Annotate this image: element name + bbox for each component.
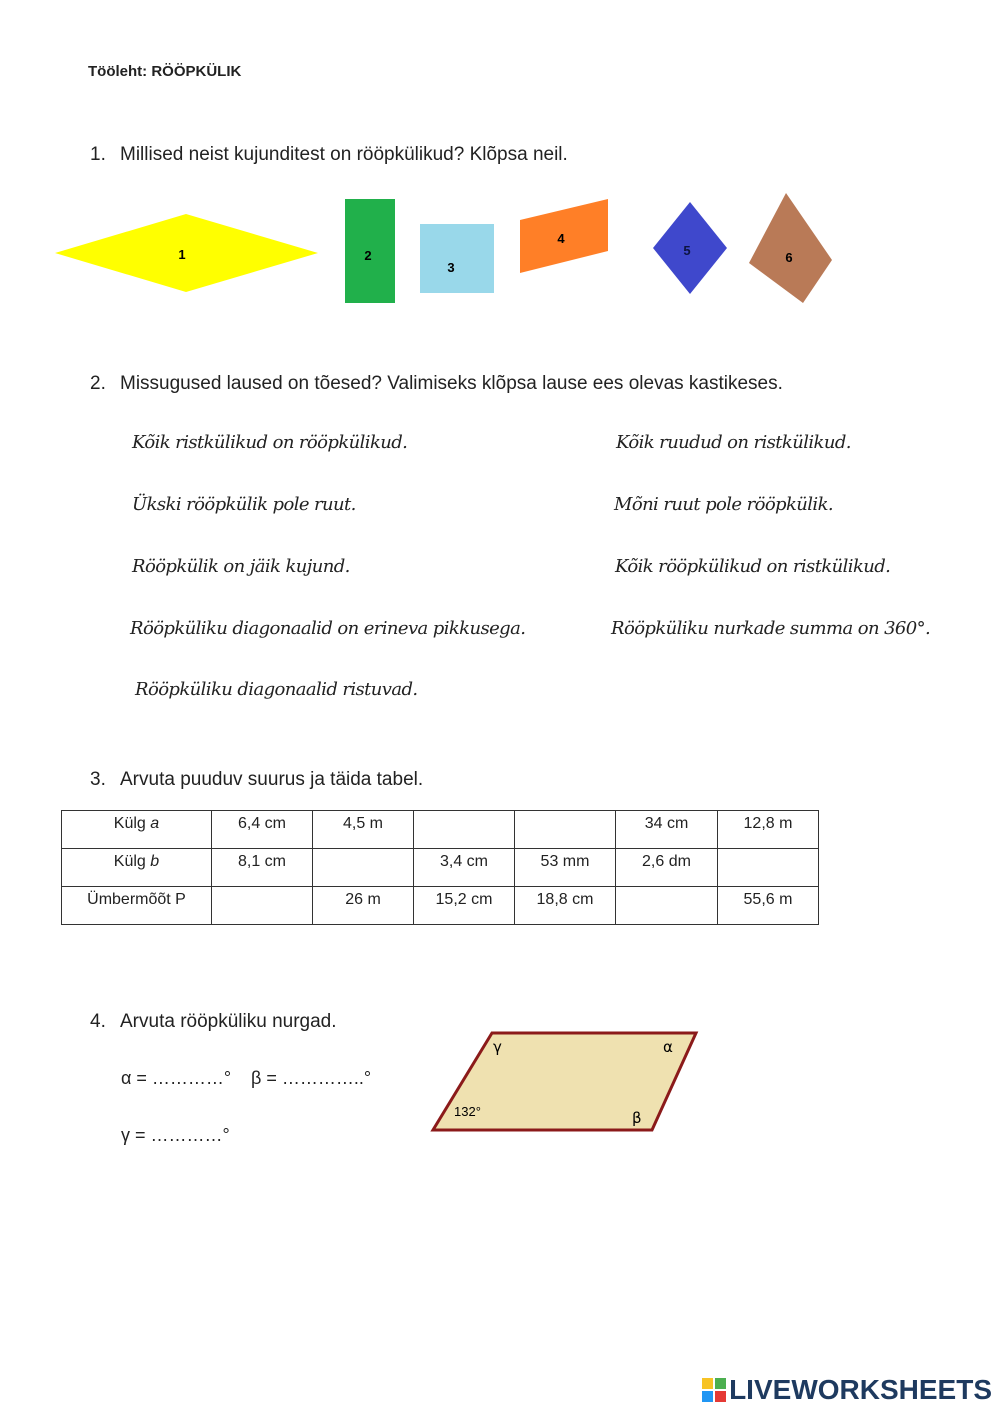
row-header: Külg a [62,811,212,849]
question-text: Arvuta puuduv suurus ja täida tabel. [120,769,424,790]
table-cell: 55,6 m [718,887,819,925]
shape-3-button[interactable] [420,224,494,293]
shape-label: 2 [364,248,372,263]
question-number: 4. [90,1011,106,1032]
question-number: 1. [90,144,106,165]
shape-4-button[interactable] [520,199,608,273]
beta-label: β [632,1109,642,1127]
answer-input[interactable] [414,811,515,849]
table-cell: 2,6 dm [616,849,718,887]
shape-label: 3 [447,260,455,275]
shapes-panel [0,185,1000,315]
answer-input[interactable] [313,849,414,887]
row-header: Külg b [62,849,212,887]
statement-checkbox-9[interactable]: Rööpküliku diagonaalid ristuvad. [135,679,418,700]
table-cell: 34 cm [616,811,718,849]
question-text: Arvuta rööpküliku nurgad. [120,1011,337,1032]
shape-label: 1 [178,247,186,262]
sides-perimeter-table [61,810,819,925]
table-cell: 8,1 cm [212,849,313,887]
question-text: Missugused laused on tõesed? Valimiseks klõpsa lause ees olevas kastikeses. [120,373,783,394]
question-1 [90,144,568,166]
statement-checkbox-2[interactable]: Kõik ruudud on ristkülikud. [616,432,851,453]
table-row [62,811,819,849]
statement-checkbox-5[interactable]: Rööpkülik on jäik kujund. [132,556,350,577]
table-cell: 18,8 cm [515,887,616,925]
question-2 [90,373,783,395]
logo-text: LIVEWORKSHEETS [729,1374,992,1405]
statement-checkbox-1[interactable]: Kõik ristkülikud on rööpkülikud. [132,432,408,453]
parallelogram-figure [425,1025,705,1140]
table-row [62,887,819,925]
table-cell: 12,8 m [718,811,819,849]
beta-answer-input[interactable]: β = …………..° [251,1068,372,1088]
shape-1-button[interactable] [55,214,318,292]
gamma-answer-input[interactable]: γ = …………° [121,1125,230,1145]
table-cell: 53 mm [515,849,616,887]
liveworksheets-logo [702,1374,992,1406]
question-text: Millised neist kujunditest on rööpkülikud? Klõpsa neil. [120,144,568,165]
answer-input[interactable] [515,811,616,849]
statement-checkbox-7[interactable]: Rööpküliku diagonaalid on erineva pikkusega. [130,618,526,639]
question-number: 3. [90,769,106,790]
alpha-label: α [663,1038,673,1056]
table-cell: 4,5 m [313,811,414,849]
table-cell: 6,4 cm [212,811,313,849]
table-cell: 26 m [313,887,414,925]
logo-mark-icon [702,1378,726,1402]
answer-input[interactable] [212,887,313,925]
worksheet-title: Tööleht: RÖÖPKÜLIK [88,63,242,80]
question-4 [90,1011,337,1033]
question-number: 2. [90,373,106,394]
shape-label: 5 [683,243,691,258]
alpha-answer-input[interactable]: α = …………° [121,1068,232,1088]
statement-checkbox-8[interactable]: Rööpküliku nurkade summa on 360°. [611,618,931,639]
gamma-label: γ [493,1038,502,1056]
answer-input[interactable] [616,887,718,925]
table-cell: 15,2 cm [414,887,515,925]
statement-checkbox-4[interactable]: Mõni ruut pole rööpkülik. [614,494,834,515]
row-header: Ümbermõõt P [62,887,212,925]
shape-2-button[interactable] [345,199,395,303]
answer-input[interactable] [718,849,819,887]
shape-label: 4 [557,231,565,246]
table-row [62,849,819,887]
statement-checkbox-3[interactable]: Ükski rööpkülik pole ruut. [132,494,356,515]
question-3 [90,769,423,791]
shape-label: 6 [785,250,793,265]
shape-5-button[interactable] [653,202,727,294]
table-cell: 3,4 cm [414,849,515,887]
given-angle-label: 132° [454,1104,481,1119]
statement-checkbox-6[interactable]: Kõik rööpkülikud on ristkülikud. [615,556,891,577]
shape-6-button[interactable] [749,193,832,303]
